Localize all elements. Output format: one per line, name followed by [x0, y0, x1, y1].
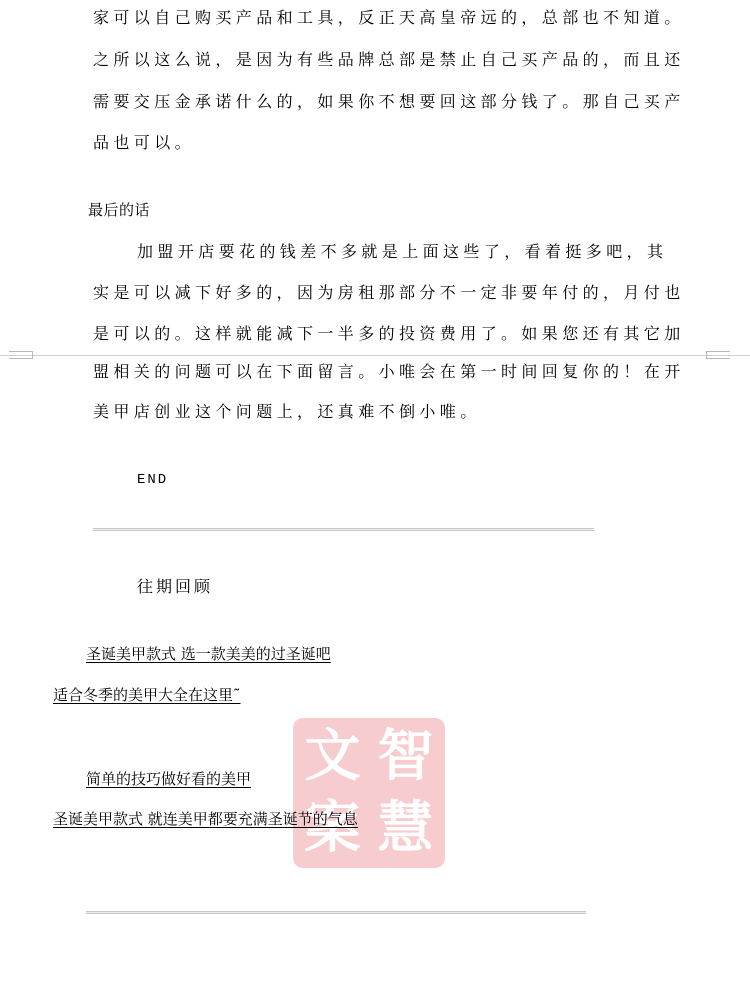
watermark-char: 慧 — [377, 796, 434, 861]
horizontal-rule — [93, 528, 594, 531]
paragraph-line: 家可以自己购买产品和工具，反正天高皇帝远的，总部也不知道。 — [93, 8, 685, 27]
paragraph-line: 需要交压金承诺什么的，如果你不想要回这部分钱了。那自己买产 — [93, 92, 685, 111]
article-link[interactable]: 适合冬季的美甲大全在这里˜ — [53, 686, 241, 704]
paragraph-line: 之所以这么说，是因为有些品牌总部是禁止自己买产品的，而且还 — [93, 50, 685, 69]
paragraph-line: 实是可以减下好多的，因为房租那部分不一定非要年付的，月付也 — [93, 283, 685, 302]
horizontal-rule — [86, 911, 586, 914]
paragraph-line: 美甲店创业这个问题上，还真难不倒小唯。 — [93, 402, 481, 421]
past-review-heading: 往期回顾 — [137, 577, 214, 596]
page-break-line — [0, 355, 750, 356]
article-link[interactable]: 圣诞美甲款式 就连美甲都要充满圣诞节的气息 — [53, 810, 358, 828]
paragraph-line: 盟相关的问题可以在下面留言。小唯会在第一时间回复你的！在开 — [93, 362, 685, 381]
paragraph-line: 是可以的。这样就能减下一半多的投资费用了。如果您还有其它加 — [93, 324, 685, 343]
end-mark: END — [137, 472, 169, 488]
page-corner-mark-right — [706, 351, 730, 359]
watermark-stamp — [293, 718, 445, 868]
article-link[interactable]: 简单的技巧做好看的美甲 — [86, 770, 252, 788]
section-title: 最后的话 — [88, 201, 151, 219]
paragraph-line: 加盟开店要花的钱差不多就是上面这些了，看着挺多吧，其 — [137, 242, 668, 261]
watermark-char: 智 — [377, 724, 434, 789]
watermark-char: 案 — [304, 796, 361, 861]
paragraph-line: 品也可以。 — [93, 133, 196, 152]
watermark-char: 文 — [304, 724, 361, 789]
page-corner-mark-left — [9, 351, 33, 359]
article-link[interactable]: 圣诞美甲款式 选一款美美的过圣诞吧 — [86, 645, 331, 663]
